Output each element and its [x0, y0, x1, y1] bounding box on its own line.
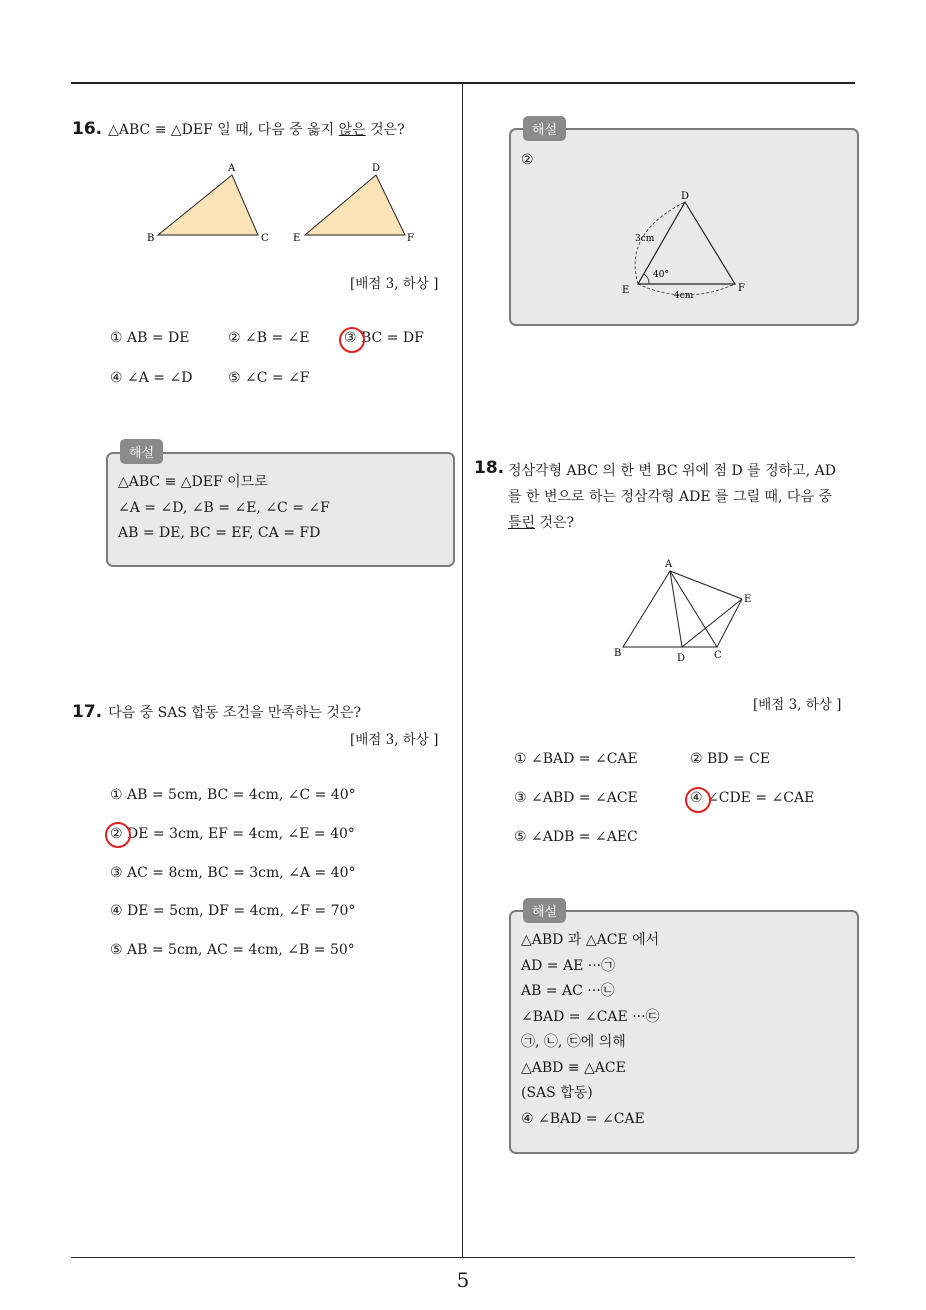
q16-solution-tag: 해설	[120, 439, 163, 464]
q16-solution-line: △ABC ≡ △DEF 이므로	[118, 474, 268, 490]
label-d: D	[372, 163, 381, 174]
triangle-abc	[623, 571, 717, 647]
label-e: E	[622, 285, 630, 296]
q18-line-1: 정삼각형 ABC 의 한 변 BC 위에 점 D 를 정하고, AD	[508, 463, 836, 479]
q17-question	[72, 699, 361, 726]
q18-score: [배점 3, 하상 ]	[753, 697, 842, 713]
q18-line-2: 를 한 변으로 하는 정삼각형 ADE 를 그릴 때, 다음 중	[508, 489, 832, 505]
q18-number: 18.	[474, 458, 505, 478]
q17-solution-figure	[615, 188, 755, 303]
q16-option-1[interactable]: ① AB = DE	[110, 330, 190, 346]
triangle-def	[305, 175, 405, 235]
segment-ce	[717, 599, 742, 647]
column-divider	[462, 83, 463, 1258]
triangle-abc	[158, 175, 258, 235]
q17-option-4[interactable]: ④ DE = 5cm, DF = 4cm, ∠F = 70°	[110, 903, 356, 919]
q18-solution-line: (SAS 합동)	[521, 1085, 593, 1101]
q16-option-3[interactable]: ③ BC = DF	[344, 330, 424, 346]
label-e: E	[744, 594, 752, 605]
q16-score: [배점 3, 하상 ]	[350, 276, 439, 292]
q18-solution-line: △ABD ≡ △ACE	[521, 1059, 626, 1076]
q16-text-after: 것은?	[365, 122, 405, 138]
bottom-rule	[71, 1257, 855, 1258]
q18-solution-body	[521, 928, 660, 1132]
q18-solution-line: AD = AE ···㉠	[521, 957, 616, 974]
q16-solution-line: ∠A = ∠D, ∠B = ∠E, ∠C = ∠F	[118, 499, 330, 516]
label-c: C	[714, 650, 722, 661]
q18-figure	[608, 555, 768, 665]
q18-option-2[interactable]: ② BD = CE	[690, 751, 771, 767]
q16-text-underlined: 않은	[338, 122, 366, 138]
label-a: A	[665, 559, 673, 570]
label-de-length: 3cm	[635, 234, 655, 244]
q16-solution-line: AB = DE, BC = EF, CA = FD	[118, 525, 321, 541]
q18-solution-line: △ABD 과 △ACE 에서	[521, 932, 660, 948]
label-c: C	[261, 233, 269, 244]
top-rule	[71, 82, 855, 84]
segment-ad	[670, 571, 682, 647]
q18-solution-line: ④ ∠BAD = ∠CAE	[521, 1110, 645, 1127]
q16-question	[72, 116, 405, 143]
q18-line-3-underlined: 틀린	[508, 515, 536, 531]
q18-answer-mark	[685, 787, 711, 813]
page-number: 5	[456, 1268, 470, 1292]
q16-figure	[140, 155, 430, 255]
q17-solution-answer: ②	[521, 152, 534, 168]
label-a: A	[228, 163, 236, 174]
q18-solution-line: ∠BAD = ∠CAE ···㉢	[521, 1008, 660, 1025]
q17-option-5[interactable]: ⑤ AB = 5cm, AC = 4cm, ∠B = 50°	[110, 942, 355, 958]
q18-solution-tag: 해설	[523, 898, 566, 923]
q18-option-1[interactable]: ① ∠BAD = ∠CAE	[514, 751, 638, 767]
q18-option-4[interactable]: ④ ∠CDE = ∠CAE	[690, 790, 815, 806]
q17-number: 17.	[72, 702, 103, 722]
q18-solution-line: AB = AC ···㉡	[521, 983, 615, 999]
q16-option-5[interactable]: ⑤ ∠C = ∠F	[228, 370, 310, 386]
q17-option-1[interactable]: ① AB = 5cm, BC = 4cm, ∠C = 40°	[110, 787, 356, 803]
q16-option-2[interactable]: ② ∠B = ∠E	[228, 330, 310, 346]
segment-ae	[670, 571, 742, 599]
label-ef-length: 4cm	[674, 291, 694, 301]
label-b: B	[614, 648, 622, 659]
q16-answer-mark	[339, 327, 365, 353]
q16-text-before: △ABC ≡ △DEF 일 때, 다음 중 옳지	[108, 122, 339, 138]
q18-option-3[interactable]: ③ ∠ABD = ∠ACE	[514, 790, 638, 806]
angle-arc	[644, 274, 649, 284]
q17-option-3[interactable]: ③ AC = 8cm, BC = 3cm, ∠A = 40°	[110, 865, 356, 881]
q18-line-3	[508, 510, 574, 536]
q16-number: 16.	[72, 119, 103, 139]
label-angle: 40°	[653, 270, 669, 280]
q18-solution-line: ㉠, ㉡, ㉢에 의해	[521, 1034, 626, 1050]
q17-option-2[interactable]: ② DE = 3cm, EF = 4cm, ∠E = 40°	[110, 826, 355, 842]
q18-option-5[interactable]: ⑤ ∠ADB = ∠AEC	[514, 829, 638, 845]
label-b: B	[147, 233, 155, 244]
label-d: D	[677, 653, 686, 664]
q16-option-4[interactable]: ④ ∠A = ∠D	[110, 370, 193, 386]
q17-solution-tag: 해설	[523, 116, 566, 141]
q17-text: 다음 중 SAS 합동 조건을 만족하는 것은?	[108, 705, 361, 721]
label-f: F	[738, 283, 745, 294]
q17-score: [배점 3, 하상 ]	[350, 732, 439, 748]
label-f: F	[407, 233, 414, 244]
q16-solution-body	[118, 470, 330, 547]
label-d: D	[681, 191, 690, 202]
q17-answer-mark	[105, 822, 131, 848]
q18-line-3-after: 것은?	[535, 515, 575, 531]
label-e: E	[293, 233, 301, 244]
